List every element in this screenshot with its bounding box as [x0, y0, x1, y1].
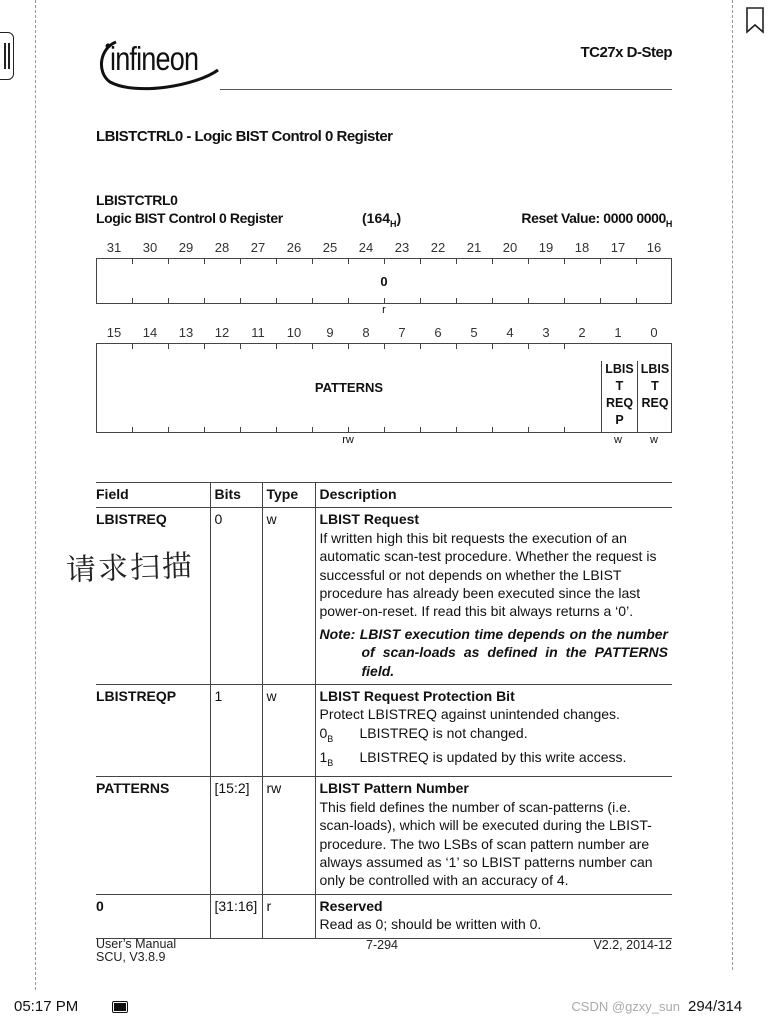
value-1: $1_B$ LBISTREQ is updated by this write access. [319, 749, 627, 768]
field-label-line: P [615, 413, 624, 427]
field-label-line: T [615, 379, 624, 393]
table-row [96, 508, 672, 685]
bit-tick [312, 427, 313, 432]
table-row [96, 894, 672, 938]
bit-tick [204, 427, 205, 432]
battery-icon [112, 1001, 128, 1013]
bit-tick [384, 427, 385, 432]
page-counter: 294/314 [688, 998, 743, 1015]
field-bits: 1 [210, 685, 262, 777]
bit-tick [276, 298, 277, 303]
bit-tick [204, 259, 205, 264]
bit-tick [384, 259, 385, 264]
register-lower-half [96, 343, 672, 433]
bit-tick [312, 259, 313, 264]
field-description [315, 685, 672, 777]
bit-number: 0 [650, 325, 658, 340]
bit-tick [636, 298, 637, 303]
field-name: PATTERNS [96, 777, 210, 894]
bit-number: 20 [502, 240, 518, 255]
lower-bit-numbers [96, 325, 672, 340]
bit-tick [132, 344, 133, 349]
field-type: r [262, 894, 315, 938]
sidebar-handle-icon[interactable] [0, 32, 14, 80]
bit-number: 23 [394, 240, 410, 255]
field-bits: [15:2] [210, 777, 262, 894]
description-text: Protect LBISTREQ against unintended changes. [319, 706, 620, 723]
field-type: rw [262, 777, 315, 894]
bit-tick [456, 427, 457, 432]
bit-number: 16 [646, 240, 662, 255]
section-title: LBISTCTRL0 - Logic BIST Control 0 Register [96, 128, 393, 145]
field-type: w [262, 508, 315, 685]
bit-number: 22 [430, 240, 446, 255]
bit-number: 6 [434, 325, 442, 340]
bit-tick [528, 298, 529, 303]
footer-version: V2.2, 2014-12 [593, 938, 672, 952]
product-name: TC27x D-Step [580, 44, 672, 61]
lbistreqp-access-type: w [614, 434, 622, 446]
bit-number: 25 [322, 240, 338, 255]
bit-tick [204, 344, 205, 349]
bit-number: 24 [358, 240, 374, 255]
description-title: LBIST Pattern Number [319, 780, 469, 797]
lbistreq-access-type: w [650, 434, 658, 446]
field-description [315, 894, 672, 938]
bit-tick [564, 344, 565, 349]
bit-number: 12 [214, 325, 230, 340]
header-rule [220, 89, 672, 90]
patterns-access-type: rw [342, 434, 354, 446]
field-name: LBISTREQP [96, 685, 210, 777]
field-label-line: REQ [641, 396, 669, 410]
bit-tick [348, 259, 349, 264]
table-row [96, 685, 672, 777]
bit-tick [240, 298, 241, 303]
value-0: $0_B$ LBISTREQ is not changed. [319, 724, 528, 744]
bit-tick [564, 427, 565, 432]
field-label-line: REQ [605, 396, 634, 410]
bit-tick [348, 427, 349, 432]
bit-number: 4 [506, 325, 514, 340]
bit-tick [528, 259, 529, 264]
reset-value: Reset Value: 0000 $0000_H$ [521, 210, 672, 229]
table-header [96, 483, 672, 508]
bit-tick [528, 344, 529, 349]
bit-number: 18 [574, 240, 590, 255]
field-label-line: T [651, 379, 659, 393]
upper-bit-numbers [96, 240, 672, 255]
bit-tick [276, 259, 277, 264]
bit-tick [204, 298, 205, 303]
field-name: LBISTREQ [96, 508, 210, 685]
col-bits: Bits [210, 483, 262, 508]
description-title: LBIST Request Protection Bit [319, 688, 515, 705]
bit-tick [564, 298, 565, 303]
status-time: 05:17 PM [14, 998, 79, 1015]
bit-number: 17 [610, 240, 626, 255]
field-bits: [31:16] [210, 894, 262, 938]
bit-number: 11 [251, 325, 265, 340]
bit-tick [564, 259, 565, 264]
field-patterns: PATTERNS [314, 380, 384, 395]
bit-tick [600, 298, 601, 303]
field-description [315, 508, 672, 685]
field-lbistreqp [601, 361, 637, 432]
bit-tick [456, 298, 457, 303]
bit-number: 9 [326, 325, 334, 340]
description-text: This field defines the number of scan-patterns (i.e. scan-loads), which will be executed during the LBIST-procedure. The two LSBs of scan pattern number are always assumed as ‘1’ so LBIST patterns number can only be controlled with an accuracy of 4. [319, 798, 653, 889]
bit-tick [240, 259, 241, 264]
description-note: Note: LBIST execution time depends on the number of scan-loads as defined in the PATTERNS field. [319, 625, 668, 679]
field-name: 0 [96, 894, 210, 938]
field-reserved: 0 [380, 274, 388, 289]
col-type: Type [262, 483, 315, 508]
bit-number: 27 [250, 240, 266, 255]
bit-tick [492, 344, 493, 349]
bit-number: 19 [538, 240, 554, 255]
bit-number: 28 [214, 240, 230, 255]
infineon-logo [96, 34, 221, 92]
bit-tick [348, 344, 349, 349]
bit-number: 3 [542, 325, 550, 340]
bit-tick [492, 427, 493, 432]
field-lbistreq [637, 361, 672, 432]
footer-page: 7-294 [366, 938, 398, 952]
bit-tick [600, 259, 601, 264]
bit-number: 29 [178, 240, 194, 255]
bit-number: 31 [106, 240, 122, 255]
bit-number: 1 [614, 325, 622, 340]
handwritten-annotation: 请求扫描 [65, 548, 195, 589]
description-text: If written high this bit requests the execution of an automatic scan-test procedure. Whether the request is successful or not depends on whether the LBIST procedure has already been executed since the last power-on-reset. If read this bit always returns a ‘0’. [319, 529, 657, 620]
bit-tick [420, 259, 421, 264]
bookmark-icon[interactable] [744, 6, 766, 34]
bit-tick [132, 427, 133, 432]
bit-tick [456, 259, 457, 264]
bit-tick [528, 427, 529, 432]
register-long-name: Logic BIST Control 0 Register [96, 210, 283, 226]
bit-number: 30 [142, 240, 158, 255]
bit-tick [240, 427, 241, 432]
register-offset: $(164_H)$ [362, 210, 402, 229]
bit-tick [168, 344, 169, 349]
field-bits: 0 [210, 508, 262, 685]
bit-tick [384, 298, 385, 303]
bit-tick [492, 298, 493, 303]
bit-tick [420, 427, 421, 432]
bit-tick [312, 344, 313, 349]
field-label-line: LBIS [605, 362, 634, 376]
field-label-line: LBIS [640, 362, 670, 376]
col-field: Field [96, 483, 210, 508]
register-short-name: LBISTCTRL0 [96, 192, 178, 208]
table-row [96, 777, 672, 894]
description-text: Read as 0; should be written with 0. [319, 916, 542, 933]
footer-left: User’s Manual SCU, V3.8.9 [96, 937, 177, 964]
col-description: Description [315, 483, 672, 508]
bit-tick [348, 298, 349, 303]
logo-text: infineon [110, 40, 199, 77]
bit-tick [168, 427, 169, 432]
bit-number: 7 [398, 325, 406, 340]
bit-number: 26 [286, 240, 302, 255]
bit-tick [168, 298, 169, 303]
bit-tick [168, 259, 169, 264]
bit-number: 14 [142, 325, 158, 340]
bit-tick [456, 344, 457, 349]
bit-tick [132, 298, 133, 303]
watermark: CSDN @gzxy_sun [571, 999, 680, 1014]
bit-tick [636, 259, 637, 264]
register-upper-half [96, 258, 672, 304]
description-title: LBIST Request [319, 511, 420, 528]
bit-tick [384, 344, 385, 349]
bit-tick [492, 259, 493, 264]
bit-number: 13 [178, 325, 194, 340]
bit-tick [420, 298, 421, 303]
bit-number: 2 [578, 325, 586, 340]
bit-tick [312, 298, 313, 303]
bit-number: 21 [466, 240, 482, 255]
right-page-edge [732, 0, 733, 970]
bit-tick [276, 427, 277, 432]
bit-number: 10 [286, 325, 302, 340]
bit-tick [276, 344, 277, 349]
description-title: Reserved [319, 897, 383, 914]
upper-access-type: r [382, 304, 386, 316]
bit-number: 5 [470, 325, 478, 340]
bit-number: 8 [362, 325, 370, 340]
bit-number: 15 [106, 325, 122, 340]
left-page-edge [35, 0, 36, 990]
bit-tick [132, 259, 133, 264]
field-type: w [262, 685, 315, 777]
bit-tick [420, 344, 421, 349]
field-description [315, 777, 672, 894]
bit-tick [240, 344, 241, 349]
